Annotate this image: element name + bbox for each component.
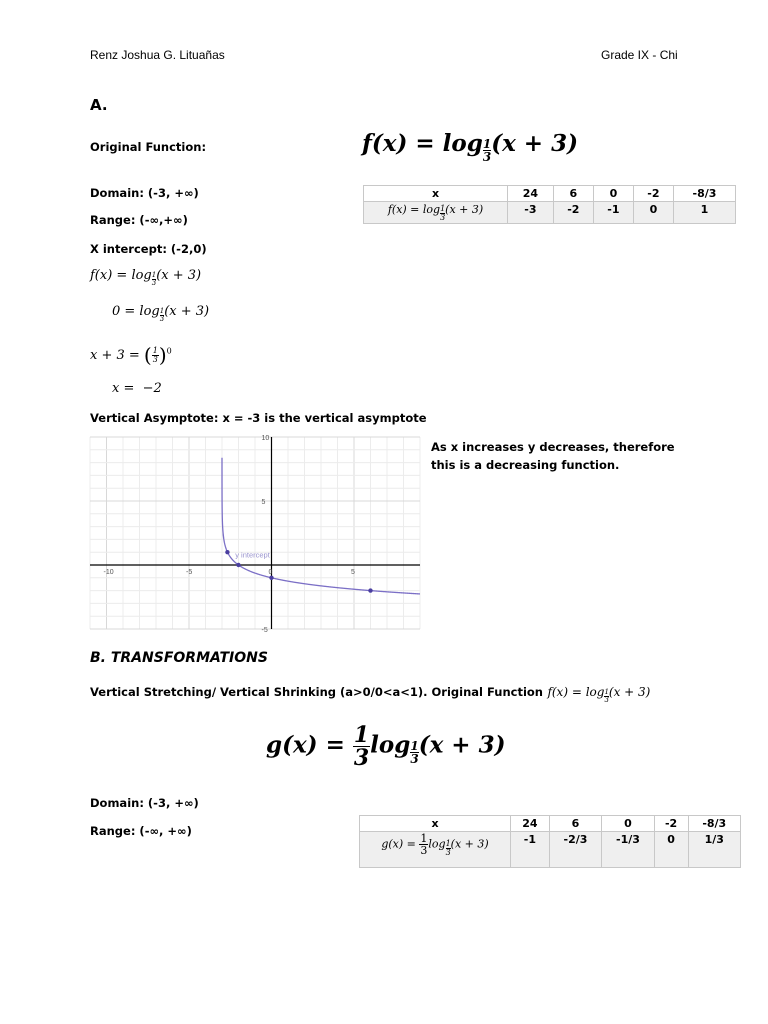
domain-b: Domain: (-3, +∞) [90, 796, 199, 810]
step-eq-2: 0 = log $\frac{1}{3}(x + 3)$ [112, 304, 210, 323]
y-tick-label: 10 [261, 435, 270, 442]
table-b-function-label: g(x) = $\frac{1}{3}$ log $\frac{1}{3}(x + 3)$ [360, 832, 511, 868]
table-b-header-x: x [360, 816, 511, 832]
table-b-header: -8/3 [688, 816, 740, 832]
range-b: Range: (-∞, +∞) [90, 824, 192, 838]
table-a-header: -2 [633, 186, 673, 202]
table-b-header: -2 [654, 816, 688, 832]
step-eq-3: x + 3 = ( $\frac{1}{3}$ )$^0$ [90, 343, 172, 367]
table-a-cell: 0 [633, 202, 673, 224]
table-a-cell: -3 [508, 202, 554, 224]
table-a-header: 0 [593, 186, 633, 202]
table-b-cell: -1 [511, 832, 550, 868]
author-name: Renz Joshua G. Lituañas [90, 48, 225, 62]
original-function-label: Original Function: [90, 140, 207, 154]
data-point [368, 588, 372, 592]
transformed-function-formula: g(x) = $\frac{1}{3}$ log $\frac{1}{3}(x + 3)$ [266, 722, 506, 771]
y-intercept-annotation: y intercept [235, 550, 270, 560]
section-a-heading: A. [90, 96, 108, 114]
step-eq-1: f(x) = log $\frac{1}{3}(x + 3)$ [90, 268, 202, 287]
table-a-cell: -2 [553, 202, 593, 224]
x-tick-label: -5 [186, 569, 193, 576]
step-eq-4: x = −2 [112, 381, 162, 396]
y-tick-label: 5 [261, 499, 266, 506]
x-tick-label: 0 [268, 569, 273, 576]
value-table-b [359, 815, 741, 868]
graph-svg [90, 435, 420, 634]
table-b-cell: 1/3 [688, 832, 740, 868]
table-b-cell: -1/3 [602, 832, 654, 868]
vertical-asymptote-label: Vertical Asymptote: x = -3 is the vertical asymptote [90, 411, 427, 425]
domain-a: Domain: (-3, +∞) [90, 186, 199, 200]
table-b-header: 6 [549, 816, 601, 832]
x-tick-label: -10 [103, 569, 114, 576]
table-b-header: 0 [602, 816, 654, 832]
data-point [269, 576, 273, 580]
x-tick-label: 5 [351, 569, 355, 576]
original-function-formula: f(x) = log $\frac{1}{3}(x + 3)$ [362, 130, 578, 164]
section-b-heading: B. TRANSFORMATIONS [90, 650, 268, 666]
value-table-a [363, 185, 736, 224]
data-point [236, 563, 240, 567]
range-a: Range: (-∞,+∞) [90, 213, 188, 227]
table-a-function-label: f(x) = log $\frac{1}{3}(x + 3)$ [364, 202, 508, 224]
data-point [225, 550, 229, 554]
table-a-header: 24 [508, 186, 554, 202]
table-a-header: 6 [553, 186, 593, 202]
table-a-cell: -1 [593, 202, 633, 224]
table-a-header-x: x [364, 186, 508, 202]
transformation-description: Vertical Stretching/ Vertical Shrinking (a>0/0<a<1). Original Function f(x) = log $\frac{1}{3}(x + 3)$ [90, 685, 651, 704]
x-intercept-label: X intercept: (-2,0) [90, 242, 207, 256]
function-graph [90, 435, 420, 634]
table-a-cell: 1 [673, 202, 735, 224]
table-a-header: -8/3 [673, 186, 735, 202]
y-tick-label: -5 [261, 627, 268, 634]
table-b-header: 24 [511, 816, 550, 832]
table-b-cell: -2/3 [549, 832, 601, 868]
table-b-cell: 0 [654, 832, 688, 868]
grade-label: Grade IX - Chi [601, 48, 678, 62]
decreasing-note: As x increases y decreases, therefore this is a decreasing function. [431, 440, 675, 472]
